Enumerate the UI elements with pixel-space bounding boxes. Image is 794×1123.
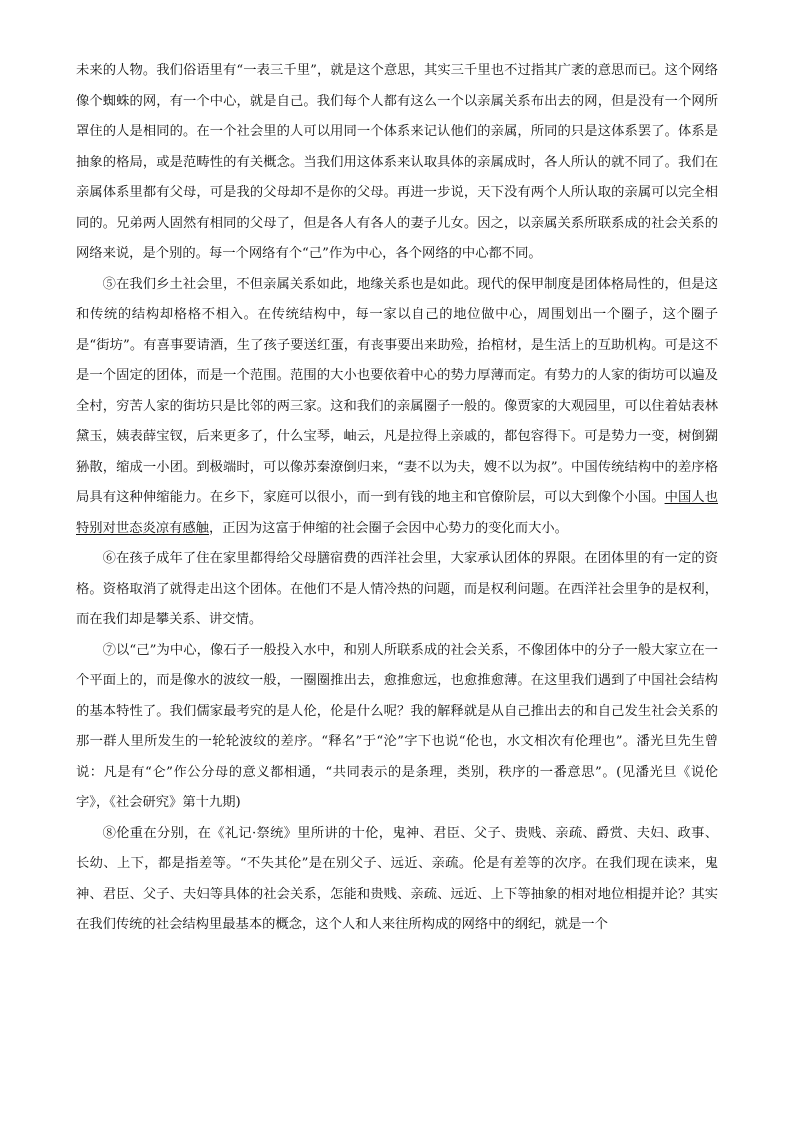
underlined-sentence: 中国人也特别对世态炎凉有感触 [76, 490, 719, 536]
paragraph-7: ⑦以“己”为中心，像石子一般投入水中，和别人所联系成的社会关系，不像团体中的分子一般大家立在一个平面上的，而是像水的波纹一般，一圈圈推出去，愈推愈远，也愈推愈薄。在这里我们遇到了中国社会结构的基本特性了。我们儒家最考究的是人伦，伦是什么呢？我的解释就是从自己推出去的和自己发生社会关系的那一群人里所发生的一轮轮波纹的差序。“释名”于“沦”字下也说“伦也，水文相次有伦理也”。潘光旦先生曾说：凡是有“仑”作公分母的意义都相通，“共同表示的是条理，类别，秩序的一番意思”。(见潘光旦《说伦字》，《社会研究》第十九期) [76, 642, 718, 810]
paragraph-5-text: ⑤在我们乡土社会里，不但亲属关系如此，地缘关系也是如此。现代的保甲制度是团体格局性的，但是这和传统的结构却格格不相入。在传统结构中，每一家以自己的地位做中心，周围划出一个圈子，这个圈子是“街坊”。有喜事要请酒，生了孩子要送红蛋，有丧事要出来助殓，抬棺材，是生活上的互助机构。可是这不是一个固定的团体，而是一个范围。范围的大小也要依着中心的势力厚薄而定。有势力的人家的街坊可以遍及全村，穷苦人家的街坊只是比邻的两三家。这和我们的亲属圈子一般的。像贾家的大观园里，可以住着姑表林黛玉，姨表薛宝钗，后来更多了，什么宝琴，岫云，凡是拉得上亲戚的，都包容得下。可是势力一变，树倒猢狲散，缩成一小团。到极端时，可以像苏秦潦倒归来，“妻不以为夫，嫂不以为叔”。中国传统结构中的差序格局具有这种伸缩能力。在乡下，家庭可以很小，而一到有钱的地主和官僚阶层，可以大到像个小国。 [76, 276, 718, 505]
paragraph-continuation: 未来的人物。我们俗语里有“一表三千里”，就是这个意思，其实三千里也不过指其广袤的意思而已。这个网络像个蜘蛛的网，有一个中心，就是自己。我们每个人都有这么一个以亲属关系布出去的网，但是没有一个网所罩住的人是相同的。在一个社会里的人可以用同一个体系来记认他们的亲属，所同的只是这体系罢了。体系是抽象的格局，或是范畴性的有关概念。当我们用这体系来认取具体的亲属成时，各人所认的就不同了。我们在亲属体系里都有父母，可是我的父母却不是你的父母。再进一步说，天下没有两个人所认取的亲属可以完全相同的。兄弟两人固然有相同的父母了，但是各人有各人的妻子儿女。因之，以亲属关系所联系成的社会关系的网络来说，是个别的。每一个网络有个“己”作为中心，各个网络的中心都不同。 [76, 63, 718, 261]
paragraph-5 [76, 270, 718, 545]
paragraph-8: ⑧伦重在分别，在《礼记·祭统》里所讲的十伦，鬼神、君臣、父子、贵贱、亲疏、爵赏、夫妇、政事、长幼、上下，都是指差等。“不失其伦”是在别父子、远近、亲疏。伦是有差等的次序。在我们现在读来，鬼神、君臣、父子、夫妇等具体的社会关系，怎能和贵贱、亲疏、远近、上下等抽象的相对地位相提并论？其实在我们传统的社会结构里最基本的概念，这个人和人来往所构成的网络中的纲纪，就是一个 [76, 825, 718, 932]
document-page [76, 56, 718, 941]
paragraph-5-text-end: ，正因为这富于伸缩的社会圈子会因中心势力的变化而大小。 [208, 520, 568, 536]
paragraph-6: ⑥在孩子成年了住在家里都得给父母膳宿费的西洋社会里，大家承认团体的界限。在团体里的有一定的资格。资格取消了就得走出这个团体。在他们不是人情冷热的问题，而是权利问题。在西洋社会里争的是权利，而在我们却是攀关系、讲交情。 [76, 551, 718, 627]
